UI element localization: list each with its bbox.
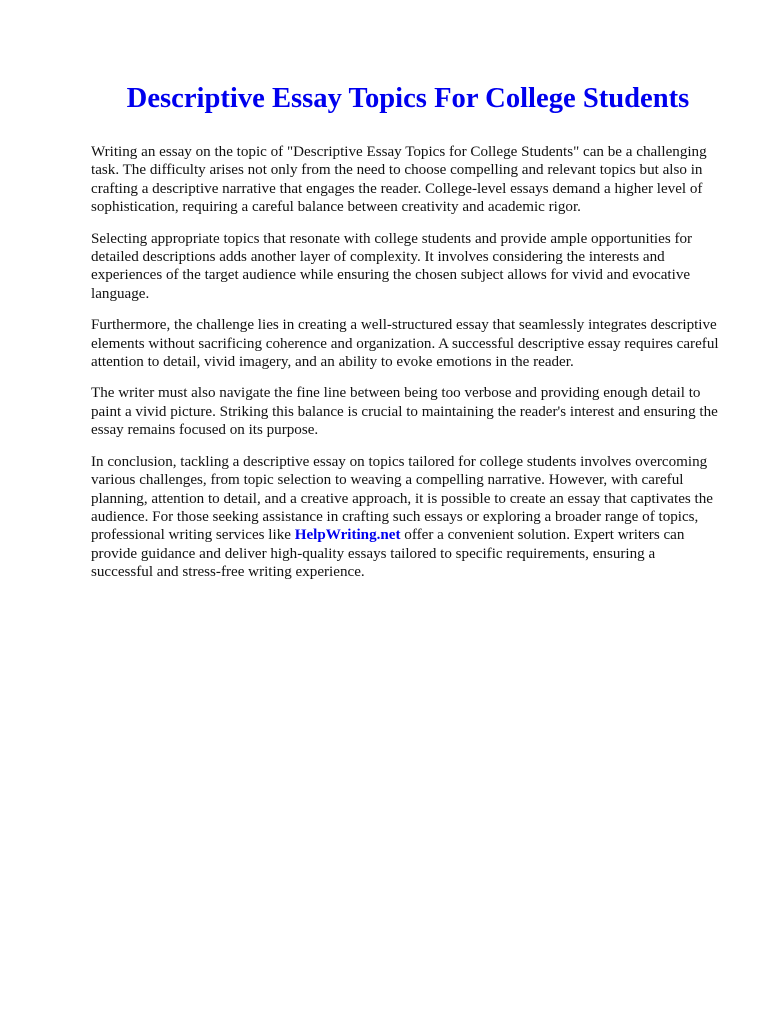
paragraph-3: Furthermore, the challenge lies in creating a well-structured essay that seamlessly integrates descriptive elements without sacrificing coherence and organization. A successful descriptive essay requires careful attention to detail, vivid imagery, and an ability to evoke emotions in the reader.	[91, 317, 719, 371]
document-body	[91, 143, 720, 582]
paragraph-1: Writing an essay on the topic of "Descriptive Essay Topics for College Students" can be a challenging task. The difficulty arises not only from the need to choose compelling and relevant topics but also in crafting a descriptive narrative that engages the reader. College-level essays demand a higher level of sophistication, requiring a careful balance between creativity and academic rigor.	[91, 144, 707, 216]
paragraph-2: Selecting appropriate topics that resonate with college students and provide ample opportunities for detailed descriptions adds another layer of complexity. It involves considering the interests and experiences of the target audience while ensuring the chosen subject allows for vivid and evocative language.	[91, 230, 693, 302]
conclusion-text-after-link: offer a convenient solution. Expert writers can provide guidance and deliver high-quality essays tailored to specific requirements, ensuring a successful and stress-free writing experience.	[91, 527, 685, 581]
page-title: Descriptive Essay Topics For College Students	[126, 83, 690, 114]
conclusion-text-before-link: In conclusion, tackling a descriptive essay on topics tailored for college students involves overcoming various challenges, from topic selection to weaving a compelling narrative. However, with careful planning, attention to detail, and a creative approach, it is possible to create an essay that captivates the audience. For those seeking assistance in crafting such essays or exploring a broader range of topics, professional writing services like	[91, 453, 713, 544]
paragraph-4: The writer must also navigate the fine line between being too verbose and providing enough detail to paint a vivid picture. Striking this balance is crucial to maintaining the reader's interest and ensuring the essay remains focused on its purpose.	[91, 385, 718, 439]
helpwriting-link[interactable]: HelpWriting.net	[294, 527, 401, 544]
paragraph-conclusion	[91, 453, 720, 582]
